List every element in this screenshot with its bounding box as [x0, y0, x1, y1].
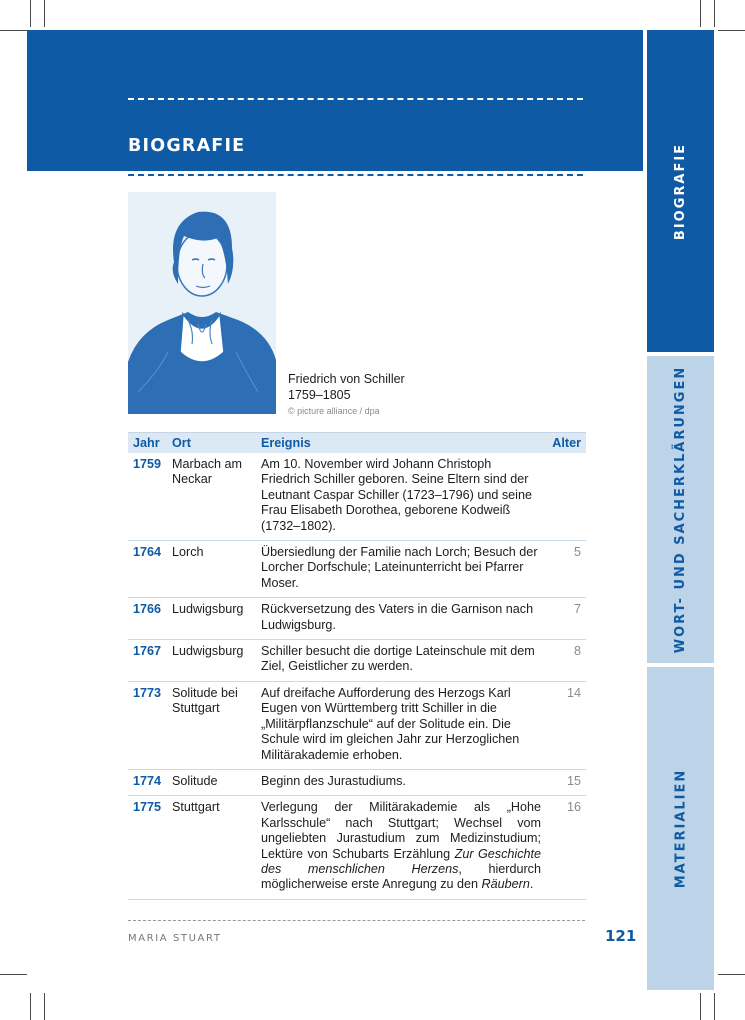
cell-alter: 14	[566, 685, 581, 700]
cell-ereignis: Schiller besucht die dortige Lateinschule mit dem Ziel, Geistlicher zu werden.	[261, 644, 535, 674]
cell-ort: Marbach am Neckar	[172, 457, 242, 487]
cell-alter: 8	[573, 644, 581, 659]
page-number: 121	[605, 927, 637, 945]
crop-mark	[714, 993, 715, 1020]
book-title-italic: Räubern	[481, 877, 530, 892]
ereignis-text: Verlegung der Militärakademie als „Hohe Karlsschule“ nach Stuttgart; Wechsel vom ungeliebten Jurastudium zum Medizinstudium; Lektüre von Schubarts Erzählung	[261, 800, 541, 861]
cell-jahr: 1759	[133, 457, 162, 471]
cell-ereignis: Rückversetzung des Vaters in die Garnison nach Ludwigsburg.	[261, 602, 534, 632]
footer-divider	[128, 920, 585, 921]
crop-mark	[30, 993, 31, 1020]
crop-mark	[30, 0, 31, 27]
cell-ereignis: Am 10. November wird Johann Christoph Friedrich Schiller geboren. Seine Eltern sind der Leutnant Caspar Schiller (1723–1796) und seine Frau Elisabeth Dorothea, geborene Kodweiß (1732–1802).	[261, 457, 532, 533]
cell-ort: Ludwigsburg	[172, 644, 244, 659]
cell-jahr: 1767	[133, 644, 162, 659]
crop-mark	[44, 0, 45, 27]
crop-mark	[700, 993, 701, 1020]
tab-biografie[interactable]	[647, 30, 714, 352]
cell-jahr: 1775	[133, 800, 162, 815]
footer-book-title: MARIA STUART	[128, 933, 222, 944]
cell-ort: Stuttgart	[172, 800, 220, 815]
table-row	[128, 640, 586, 682]
cell-ereignis: Auf dreifache Aufforderung des Herzogs Karl Eugen von Württemberg tritt Schiller in die „Militärpflanzschule“ auf der Solitude ein. Die Schule wird im gleichen Jahr zur Herzoglichen Militärakademie erhoben.	[261, 685, 520, 762]
cell-jahr: 1764	[133, 545, 162, 560]
cell-ereignis	[261, 800, 541, 892]
tab-label: MATERIALIEN	[673, 768, 688, 889]
biography-table	[128, 432, 586, 900]
portrait-caption-name: Friedrich von Schiller	[288, 372, 405, 386]
title-divider	[128, 174, 583, 176]
tab-label: BIOGRAFIE	[673, 142, 689, 240]
crop-mark	[0, 974, 27, 975]
column-header-jahr: Jahr	[133, 436, 160, 450]
ereignis-text: , hierdurch möglicherweise erste Anregung zu den	[261, 861, 541, 892]
crop-mark	[700, 0, 701, 27]
page-title: BIOGRAFIE	[128, 136, 246, 156]
crop-mark	[718, 974, 745, 975]
schiller-portrait-image	[128, 192, 276, 414]
section-sidebar	[647, 30, 714, 990]
column-header-alter: Alter	[552, 436, 581, 450]
cell-ereignis: Beginn des Jurastudiums.	[261, 773, 406, 788]
cell-alter: 7	[573, 602, 581, 617]
ereignis-text: .	[529, 877, 534, 892]
crop-mark	[718, 30, 745, 31]
cell-ort: Solitude	[172, 773, 218, 788]
cell-ort: Lorch	[172, 545, 204, 560]
cell-jahr: 1774	[133, 773, 162, 788]
portrait-caption-years: 1759–1805	[288, 388, 351, 402]
table-row	[128, 598, 586, 640]
tab-label: WORT- UND SACHERKLÄRUNGEN	[673, 365, 689, 654]
cell-alter: 16	[566, 800, 581, 815]
table-row	[128, 453, 586, 541]
image-credit: © picture alliance / dpa	[288, 406, 380, 416]
cell-ort: Ludwigsburg	[172, 602, 244, 617]
header-band	[27, 30, 643, 171]
column-header-ort: Ort	[172, 436, 191, 450]
cell-alter: 15	[566, 773, 581, 788]
tab-wort-und-sacherklaerungen[interactable]	[647, 356, 714, 663]
header-divider	[128, 98, 583, 100]
table-header	[128, 432, 586, 453]
cell-ereignis: Übersiedlung der Familie nach Lorch; Besuch der Lorcher Dorfschule; Lateinunterricht bei Pfarrer Moser.	[261, 545, 538, 590]
table-row	[128, 770, 586, 796]
crop-mark	[44, 993, 45, 1020]
book-title-italic: Zur Geschichte des menschlichen Herzens	[261, 846, 542, 876]
table-row	[128, 796, 586, 899]
cell-alter: 5	[573, 545, 581, 560]
crop-mark	[714, 0, 715, 27]
table-row	[128, 541, 586, 598]
cell-jahr: 1766	[133, 602, 162, 617]
column-header-ereignis: Ereignis	[261, 436, 311, 450]
crop-mark	[0, 30, 27, 31]
tab-materialien[interactable]	[647, 667, 714, 990]
cell-ort: Solitude bei Stuttgart	[172, 685, 238, 716]
cell-jahr: 1773	[133, 685, 162, 700]
table-row	[128, 682, 586, 770]
